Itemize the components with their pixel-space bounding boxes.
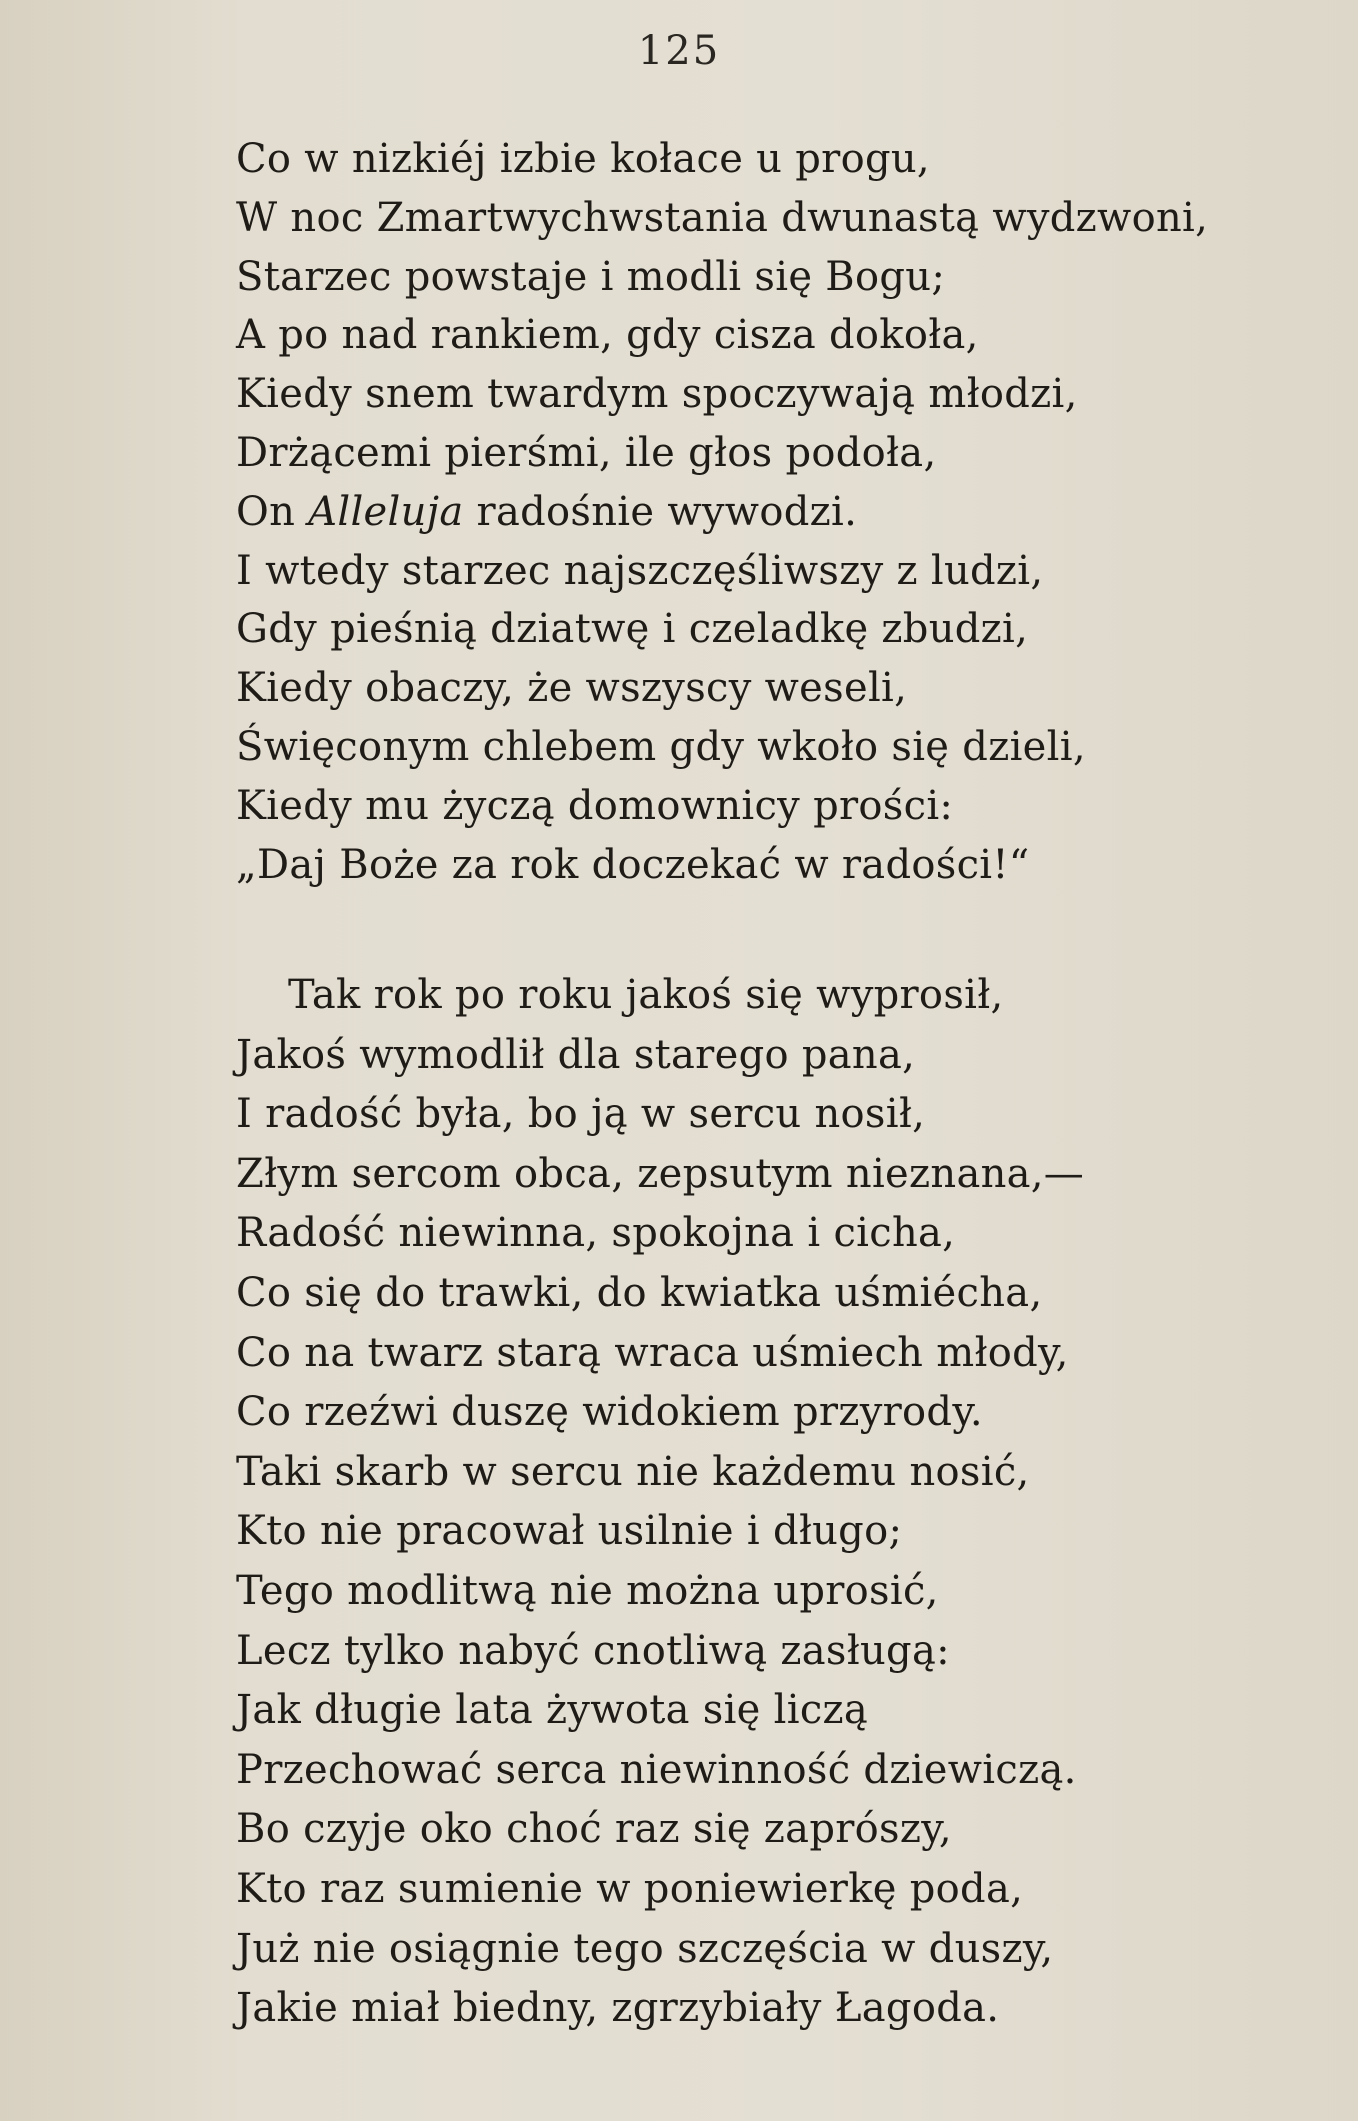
poem-line: Święconym chlebem gdy wkoło się dzieli,	[236, 723, 1086, 770]
poem-line: Co rzeźwi duszę widokiem przyrody.	[236, 1389, 983, 1436]
stanza-1	[236, 130, 1316, 894]
poem-line: „Daj Boże za rok doczekać w radości!“	[236, 841, 1030, 888]
poem-line: Kto nie pracował usilnie i długo;	[236, 1508, 903, 1555]
poem-line: Taki skarb w sercu nie każdemu nosić,	[236, 1448, 1030, 1495]
page-number: 125	[637, 28, 721, 74]
poem-line: Przechować serca niewinność dziewiczą.	[236, 1746, 1077, 1793]
line-text-after: radośnie wywodzi.	[463, 488, 858, 535]
poem-line: Starzec powstaje i modli się Bogu;	[236, 253, 946, 300]
poem-line-alleluja	[236, 483, 1316, 542]
poem-line: I wtedy starzec najszczęśliwszy z ludzi,	[236, 547, 1044, 594]
poem-line: Jakoś wymodlił dla starego pana,	[236, 1031, 916, 1078]
poem-line: Kiedy mu życzą domownicy prości:	[236, 782, 954, 829]
poem-line: Kto raz sumienie w poniewierkę poda,	[236, 1865, 1024, 1912]
poem-line: Bo czyje oko choć raz się zaprószy,	[236, 1806, 952, 1853]
poem-line: Już nie osiągnie tego szczęścia w duszy,	[236, 1925, 1054, 1972]
stanza-2	[236, 966, 1316, 2039]
poem-line: Tego modlitwą nie można uprosić,	[236, 1567, 939, 1614]
poem-line: I radość była, bo ją w sercu nosił,	[236, 1091, 926, 1138]
poem-line: Lecz tylko nabyć cnotliwą zasługą:	[236, 1627, 950, 1674]
poem-line: Kiedy snem twardym spoczywają młodzi,	[236, 371, 1078, 418]
poem-line: Co na twarz starą wraca uśmiech młody,	[236, 1329, 1069, 1376]
italic-word-alleluja: Alleluja	[308, 488, 464, 535]
poem-line: Kiedy obaczy, że wszyscy weseli,	[236, 665, 908, 712]
poem-line-indented: Tak rok po roku jakoś się wyprosił,	[288, 972, 1004, 1018]
poem-line: Co w nizkiéj izbie kołace u progu,	[236, 136, 930, 182]
poem-line: Co się do trawki, do kwiatka uśmiécha,	[236, 1269, 1043, 1316]
poem-line: Radość niewinna, spokojna i cicha,	[236, 1210, 956, 1257]
poem-line: Złym sercom obca, zepsutym nieznana,—	[236, 1150, 1085, 1197]
poem-line: Jak długie lata żywota się liczą	[236, 1687, 869, 1734]
poem-line: W noc Zmartwychwstania dwunastą wydzwoni,	[236, 194, 1209, 241]
poem-line: Gdy pieśnią dziatwę i czeladkę zbudzi,	[236, 606, 1029, 653]
line-text-before: On	[236, 488, 309, 535]
poem-line: Jakie miał biedny, zgrzybiały Łagoda.	[236, 1985, 1000, 2032]
poem-line: A po nad rankiem, gdy cisza dokoła,	[236, 312, 979, 359]
poem-line: Drżącemi pierśmi, ile głos podoła,	[236, 429, 937, 476]
